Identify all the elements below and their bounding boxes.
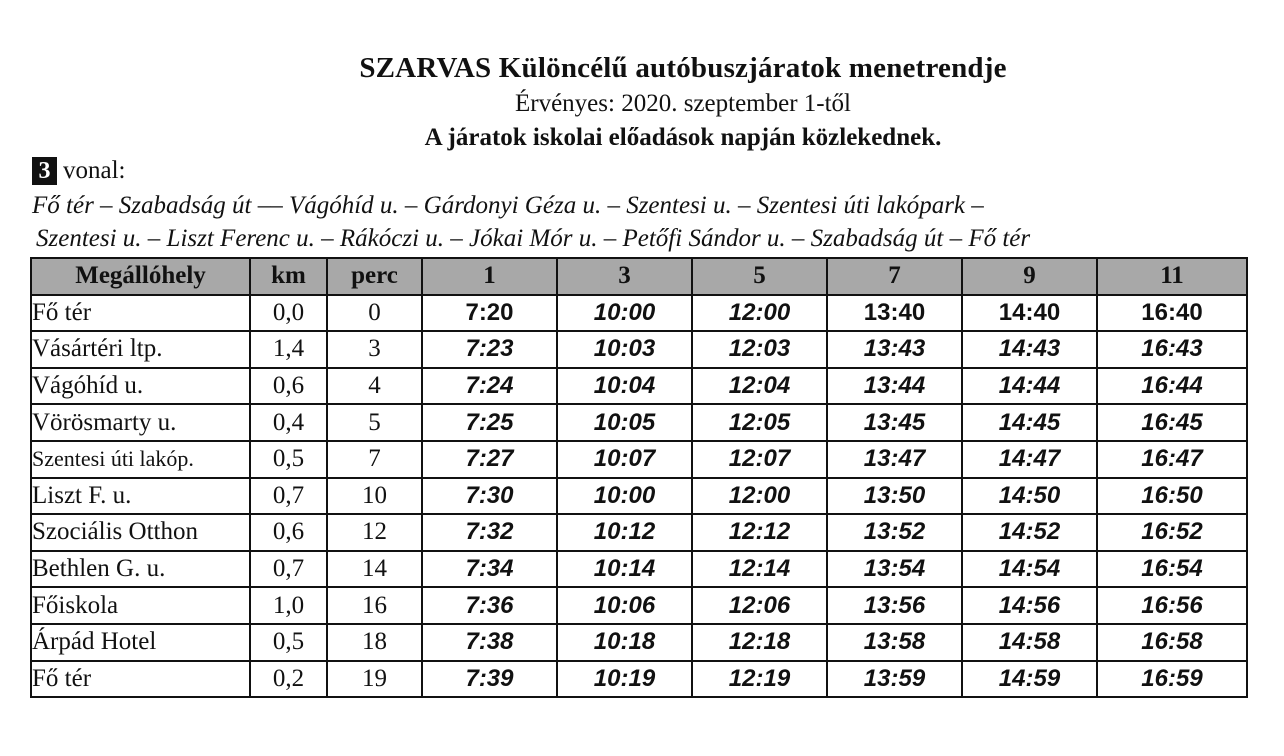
departure-time: 12:07 xyxy=(692,441,827,478)
stop-name: Árpád Hotel xyxy=(31,624,250,661)
table-row xyxy=(31,368,1247,405)
departure-time: 12:14 xyxy=(692,551,827,588)
elapsed-minutes: 4 xyxy=(327,368,422,405)
departure-time: 7:24 xyxy=(422,368,557,405)
table-row xyxy=(31,404,1247,441)
departure-time: 10:03 xyxy=(557,331,692,368)
departure-time: 10:04 xyxy=(557,368,692,405)
header-trip-11: 11 xyxy=(1097,258,1247,295)
departure-time: 16:52 xyxy=(1097,514,1247,551)
departure-time: 12:05 xyxy=(692,404,827,441)
departure-time: 14:43 xyxy=(962,331,1097,368)
stop-name: Szentesi úti lakóp. xyxy=(31,441,250,478)
departure-time: 14:56 xyxy=(962,587,1097,624)
departure-time: 12:06 xyxy=(692,587,827,624)
departure-time: 10:18 xyxy=(557,624,692,661)
departure-time: 13:58 xyxy=(827,624,962,661)
elapsed-minutes: 14 xyxy=(327,551,422,588)
departure-time: 16:44 xyxy=(1097,368,1247,405)
departure-time: 16:58 xyxy=(1097,624,1247,661)
departure-time: 10:06 xyxy=(557,587,692,624)
departure-time: 13:54 xyxy=(827,551,962,588)
departure-time: 10:05 xyxy=(557,404,692,441)
departure-time: 10:12 xyxy=(557,514,692,551)
table-row xyxy=(31,587,1247,624)
departure-time: 7:39 xyxy=(422,661,557,698)
distance-km: 0,0 xyxy=(250,295,327,332)
header-trip-3: 3 xyxy=(557,258,692,295)
table-row xyxy=(31,478,1247,515)
timetable-header-row xyxy=(31,258,1247,295)
table-row xyxy=(31,661,1247,698)
departure-time: 13:52 xyxy=(827,514,962,551)
header-stop: Megállóhely xyxy=(31,258,250,295)
distance-km: 0,6 xyxy=(250,514,327,551)
table-row xyxy=(31,624,1247,661)
departure-time: 12:00 xyxy=(692,478,827,515)
departure-time: 7:36 xyxy=(422,587,557,624)
table-row xyxy=(31,331,1247,368)
departure-time: 12:00 xyxy=(692,295,827,332)
timetable xyxy=(30,257,1248,698)
distance-km: 0,4 xyxy=(250,404,327,441)
departure-time: 16:45 xyxy=(1097,404,1247,441)
departure-time: 10:19 xyxy=(557,661,692,698)
stop-name: Liszt F. u. xyxy=(31,478,250,515)
departure-time: 12:19 xyxy=(692,661,827,698)
header-trip-1: 1 xyxy=(422,258,557,295)
elapsed-minutes: 3 xyxy=(327,331,422,368)
departure-time: 13:50 xyxy=(827,478,962,515)
distance-km: 0,2 xyxy=(250,661,327,698)
header-trip-9: 9 xyxy=(962,258,1097,295)
elapsed-minutes: 16 xyxy=(327,587,422,624)
departure-time: 12:03 xyxy=(692,331,827,368)
elapsed-minutes: 0 xyxy=(327,295,422,332)
departure-time: 13:47 xyxy=(827,441,962,478)
table-row xyxy=(31,295,1247,332)
departure-time: 14:44 xyxy=(962,368,1097,405)
elapsed-minutes: 7 xyxy=(327,441,422,478)
departure-time: 7:34 xyxy=(422,551,557,588)
departure-time: 10:07 xyxy=(557,441,692,478)
departure-time: 16:50 xyxy=(1097,478,1247,515)
departure-time: 7:25 xyxy=(422,404,557,441)
distance-km: 0,5 xyxy=(250,624,327,661)
departure-time: 14:50 xyxy=(962,478,1097,515)
operation-notice: A járatok iskolai előadások napján közlekednek. xyxy=(424,124,942,151)
line-number-badge: 3 xyxy=(32,157,57,185)
departure-time: 7:32 xyxy=(422,514,557,551)
departure-time: 16:40 xyxy=(1097,295,1247,332)
table-row xyxy=(31,514,1247,551)
route-description-line-1: Fő tér – Szabadság út –– Vágóhíd u. – Gárdonyi Géza u. – Szentesi u. – Szentesi úti lakópark – xyxy=(32,192,984,219)
elapsed-minutes: 18 xyxy=(327,624,422,661)
departure-time: 7:20 xyxy=(422,295,557,332)
distance-km: 0,7 xyxy=(250,551,327,588)
departure-time: 12:12 xyxy=(692,514,827,551)
distance-km: 0,6 xyxy=(250,368,327,405)
elapsed-minutes: 12 xyxy=(327,514,422,551)
stop-name: Fő tér xyxy=(31,295,250,332)
table-row xyxy=(31,551,1247,588)
departure-time: 7:30 xyxy=(422,478,557,515)
departure-time: 14:40 xyxy=(962,295,1097,332)
elapsed-minutes: 5 xyxy=(327,404,422,441)
departure-time: 14:45 xyxy=(962,404,1097,441)
departure-time: 7:23 xyxy=(422,331,557,368)
table-row xyxy=(31,441,1247,478)
departure-time: 14:54 xyxy=(962,551,1097,588)
departure-time: 16:47 xyxy=(1097,441,1247,478)
departure-time: 10:14 xyxy=(557,551,692,588)
stop-name: Fő tér xyxy=(31,661,250,698)
distance-km: 0,5 xyxy=(250,441,327,478)
page-title: SZARVAS Különcélű autóbuszjáratok menetrendje xyxy=(359,52,1007,84)
departure-time: 7:38 xyxy=(422,624,557,661)
distance-km: 1,4 xyxy=(250,331,327,368)
departure-time: 13:40 xyxy=(827,295,962,332)
departure-time: 13:59 xyxy=(827,661,962,698)
departure-time: 12:04 xyxy=(692,368,827,405)
distance-km: 0,7 xyxy=(250,478,327,515)
stop-name: Szociális Otthon xyxy=(31,514,250,551)
departure-time: 13:45 xyxy=(827,404,962,441)
departure-time: 13:44 xyxy=(827,368,962,405)
header-trip-5: 5 xyxy=(692,258,827,295)
elapsed-minutes: 19 xyxy=(327,661,422,698)
distance-km: 1,0 xyxy=(250,587,327,624)
departure-time: 14:47 xyxy=(962,441,1097,478)
departure-time: 13:56 xyxy=(827,587,962,624)
departure-time: 16:56 xyxy=(1097,587,1247,624)
departure-time: 7:27 xyxy=(422,441,557,478)
line-label: vonal: xyxy=(63,157,126,184)
departure-time: 16:54 xyxy=(1097,551,1247,588)
departure-time: 16:43 xyxy=(1097,331,1247,368)
elapsed-minutes: 10 xyxy=(327,478,422,515)
departure-time: 10:00 xyxy=(557,295,692,332)
departure-time: 13:43 xyxy=(827,331,962,368)
departure-time: 14:58 xyxy=(962,624,1097,661)
departure-time: 12:18 xyxy=(692,624,827,661)
departure-time: 10:00 xyxy=(557,478,692,515)
line-heading xyxy=(32,157,126,185)
stop-name: Vásártéri ltp. xyxy=(31,331,250,368)
stop-name: Bethlen G. u. xyxy=(31,551,250,588)
departure-time: 14:59 xyxy=(962,661,1097,698)
header-perc: perc xyxy=(327,258,422,295)
stop-name: Vörösmarty u. xyxy=(31,404,250,441)
stop-name: Főiskola xyxy=(31,587,250,624)
route-description-line-2: Szentesi u. – Liszt Ferenc u. – Rákóczi u. – Jókai Mór u. – Petőfi Sándor u. – Szabadság út – Fő tér xyxy=(36,225,1031,252)
validity-date: Érvényes: 2020. szeptember 1-től xyxy=(514,90,851,117)
departure-time: 16:59 xyxy=(1097,661,1247,698)
header-km: km xyxy=(250,258,327,295)
stop-name: Vágóhíd u. xyxy=(31,368,250,405)
departure-time: 14:52 xyxy=(962,514,1097,551)
header-trip-7: 7 xyxy=(827,258,962,295)
